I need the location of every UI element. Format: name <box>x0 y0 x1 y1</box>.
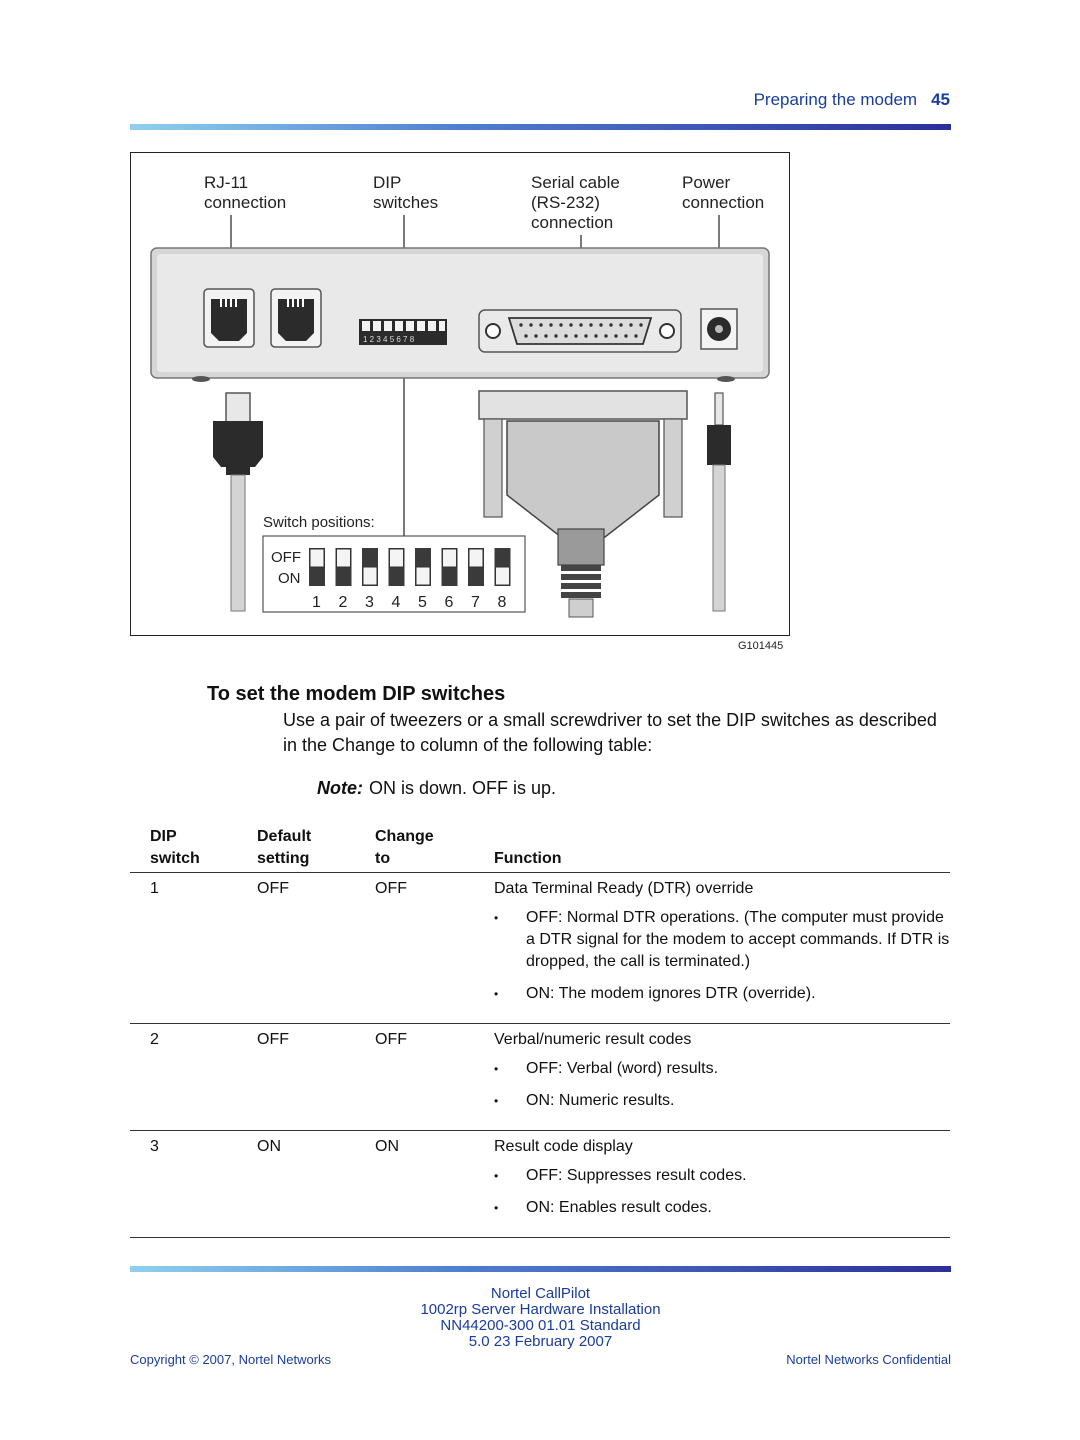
power-label-1: Power <box>682 173 731 192</box>
note-text: ON is down. OFF is up. <box>369 778 557 798</box>
rj11-label-2: connection <box>204 193 287 212</box>
table-row <box>130 1131 950 1238</box>
switch-number: 3 <box>365 594 374 611</box>
rj11-port <box>204 289 254 347</box>
note-label: Note: <box>317 778 363 798</box>
confidential: Nortel Networks Confidential <box>786 1352 951 1367</box>
function-cell <box>494 1137 950 1219</box>
dip-cell: 1 <box>150 880 159 897</box>
page-number: 45 <box>931 90 950 109</box>
switch-6-off <box>442 548 458 586</box>
serial-label-2: (RS-232) <box>531 193 600 212</box>
off-label: OFF <box>271 549 301 566</box>
function-cell <box>494 1030 950 1112</box>
bullet-text: ON: The modem ignores DTR (override). <box>526 985 816 1002</box>
page-footer <box>130 1285 951 1367</box>
modem-diagram <box>130 152 790 652</box>
section-title: Preparing the modem <box>753 90 918 109</box>
switch-number: 1 <box>312 594 321 611</box>
note <box>317 778 556 799</box>
power-label-2: connection <box>682 193 765 212</box>
switch-number: 5 <box>418 594 427 611</box>
bullet-text: ON: Numeric results. <box>526 1092 675 1109</box>
switch-positions-label: Switch positions: <box>263 514 375 531</box>
running-header <box>754 90 950 110</box>
footer-line-3: NN44200-300 01.01 Standard <box>440 1317 641 1334</box>
dip-switch-block <box>359 319 447 345</box>
table-row <box>130 1024 950 1131</box>
change-cell: OFF <box>375 1031 407 1048</box>
change-cell: OFF <box>375 880 407 897</box>
dip-cell: 3 <box>150 1138 159 1155</box>
switch-number: 2 <box>338 594 348 611</box>
dip-cell: 2 <box>150 1031 159 1048</box>
power-plug <box>707 393 731 611</box>
default-cell: ON <box>257 1138 281 1155</box>
header-rule <box>130 124 951 130</box>
table-header <box>130 824 950 873</box>
table-row <box>130 873 950 1024</box>
dip-label-1: DIP <box>373 173 402 192</box>
bullet-text: OFF: Suppresses result codes. <box>526 1167 747 1184</box>
power-jack <box>701 309 737 349</box>
header-function: Function <box>494 850 562 867</box>
bullet-icon: • <box>494 1062 499 1076</box>
rj11-port <box>271 289 321 347</box>
header-change: Change to <box>375 828 434 867</box>
modem-foot <box>717 376 735 382</box>
rj11-label-1: RJ-11 <box>204 173 249 192</box>
figure-id: G101445 <box>738 640 784 652</box>
bullet-item <box>494 983 950 1005</box>
rj11-plug <box>213 393 263 611</box>
bullet-text: ON: Enables result codes. <box>526 1199 712 1216</box>
footer-line-4: 5.0 23 February 2007 <box>468 1333 613 1350</box>
bullet-icon: • <box>494 911 499 925</box>
function-name: Data Terminal Ready (DTR) override <box>494 880 754 897</box>
bullet-text: OFF: Verbal (word) results. <box>526 1060 719 1077</box>
serial-label-1: Serial cable <box>531 173 620 192</box>
switch-5-on <box>415 548 431 586</box>
switch-3-on <box>362 548 378 586</box>
default-cell: OFF <box>257 1031 289 1048</box>
bullet-text: OFF: Normal DTR operations. (The computer must provide a DTR signal for the modem to accept commands. If DTR is dropped, the call is terminated.) <box>526 909 950 970</box>
table-body <box>130 873 950 1238</box>
bullet-item <box>494 1058 950 1080</box>
bullet-item <box>494 1090 950 1112</box>
switch-1-off <box>309 548 325 586</box>
default-cell: OFF <box>257 880 289 897</box>
dip-label-2: switches <box>373 193 439 212</box>
switch-7-off <box>468 548 484 586</box>
bullet-icon: • <box>494 1094 499 1108</box>
copyright: Copyright © 2007, Nortel Networks <box>130 1352 332 1367</box>
function-name: Result code display <box>494 1138 633 1155</box>
header-dip: DIP switch <box>150 828 200 867</box>
header-default: Default setting <box>257 828 312 867</box>
bullet-item <box>494 1165 950 1187</box>
bullet-icon: • <box>494 1201 499 1215</box>
instruction-paragraph: Use a pair of tweezers or a small screwdriver to set the DIP switches as described in the Change to column of the following table: <box>283 710 937 755</box>
bullet-item <box>494 907 950 973</box>
switch-4-off <box>389 548 405 586</box>
switch-number: 6 <box>444 594 454 611</box>
footer-line-2: 1002rp Server Hardware Installation <box>420 1301 661 1318</box>
serial-port <box>479 310 681 352</box>
function-name: Verbal/numeric result codes <box>494 1031 692 1048</box>
switch-2-off <box>336 548 352 586</box>
dip-tiny-numbers: 1 2 3 4 5 6 7 8 <box>363 335 415 344</box>
modem-foot <box>192 376 210 382</box>
on-label: ON <box>278 570 301 587</box>
function-cell <box>494 879 950 1005</box>
switch-number: 7 <box>471 594 480 611</box>
change-cell: ON <box>375 1138 399 1155</box>
switch-number: 4 <box>391 594 401 611</box>
bullet-icon: • <box>494 1169 499 1183</box>
serial-label-3: connection <box>531 213 614 232</box>
section-heading: To set the modem DIP switches <box>207 683 506 705</box>
dip-switch-table <box>130 824 950 1238</box>
modem-illustration <box>131 153 789 652</box>
switch-8-on <box>495 548 511 586</box>
bullet-item <box>494 1197 950 1219</box>
bullet-icon: • <box>494 987 499 1001</box>
footer-line-1: Nortel CallPilot <box>490 1285 591 1302</box>
footer-rule <box>130 1266 951 1272</box>
switch-number: 8 <box>497 594 507 611</box>
